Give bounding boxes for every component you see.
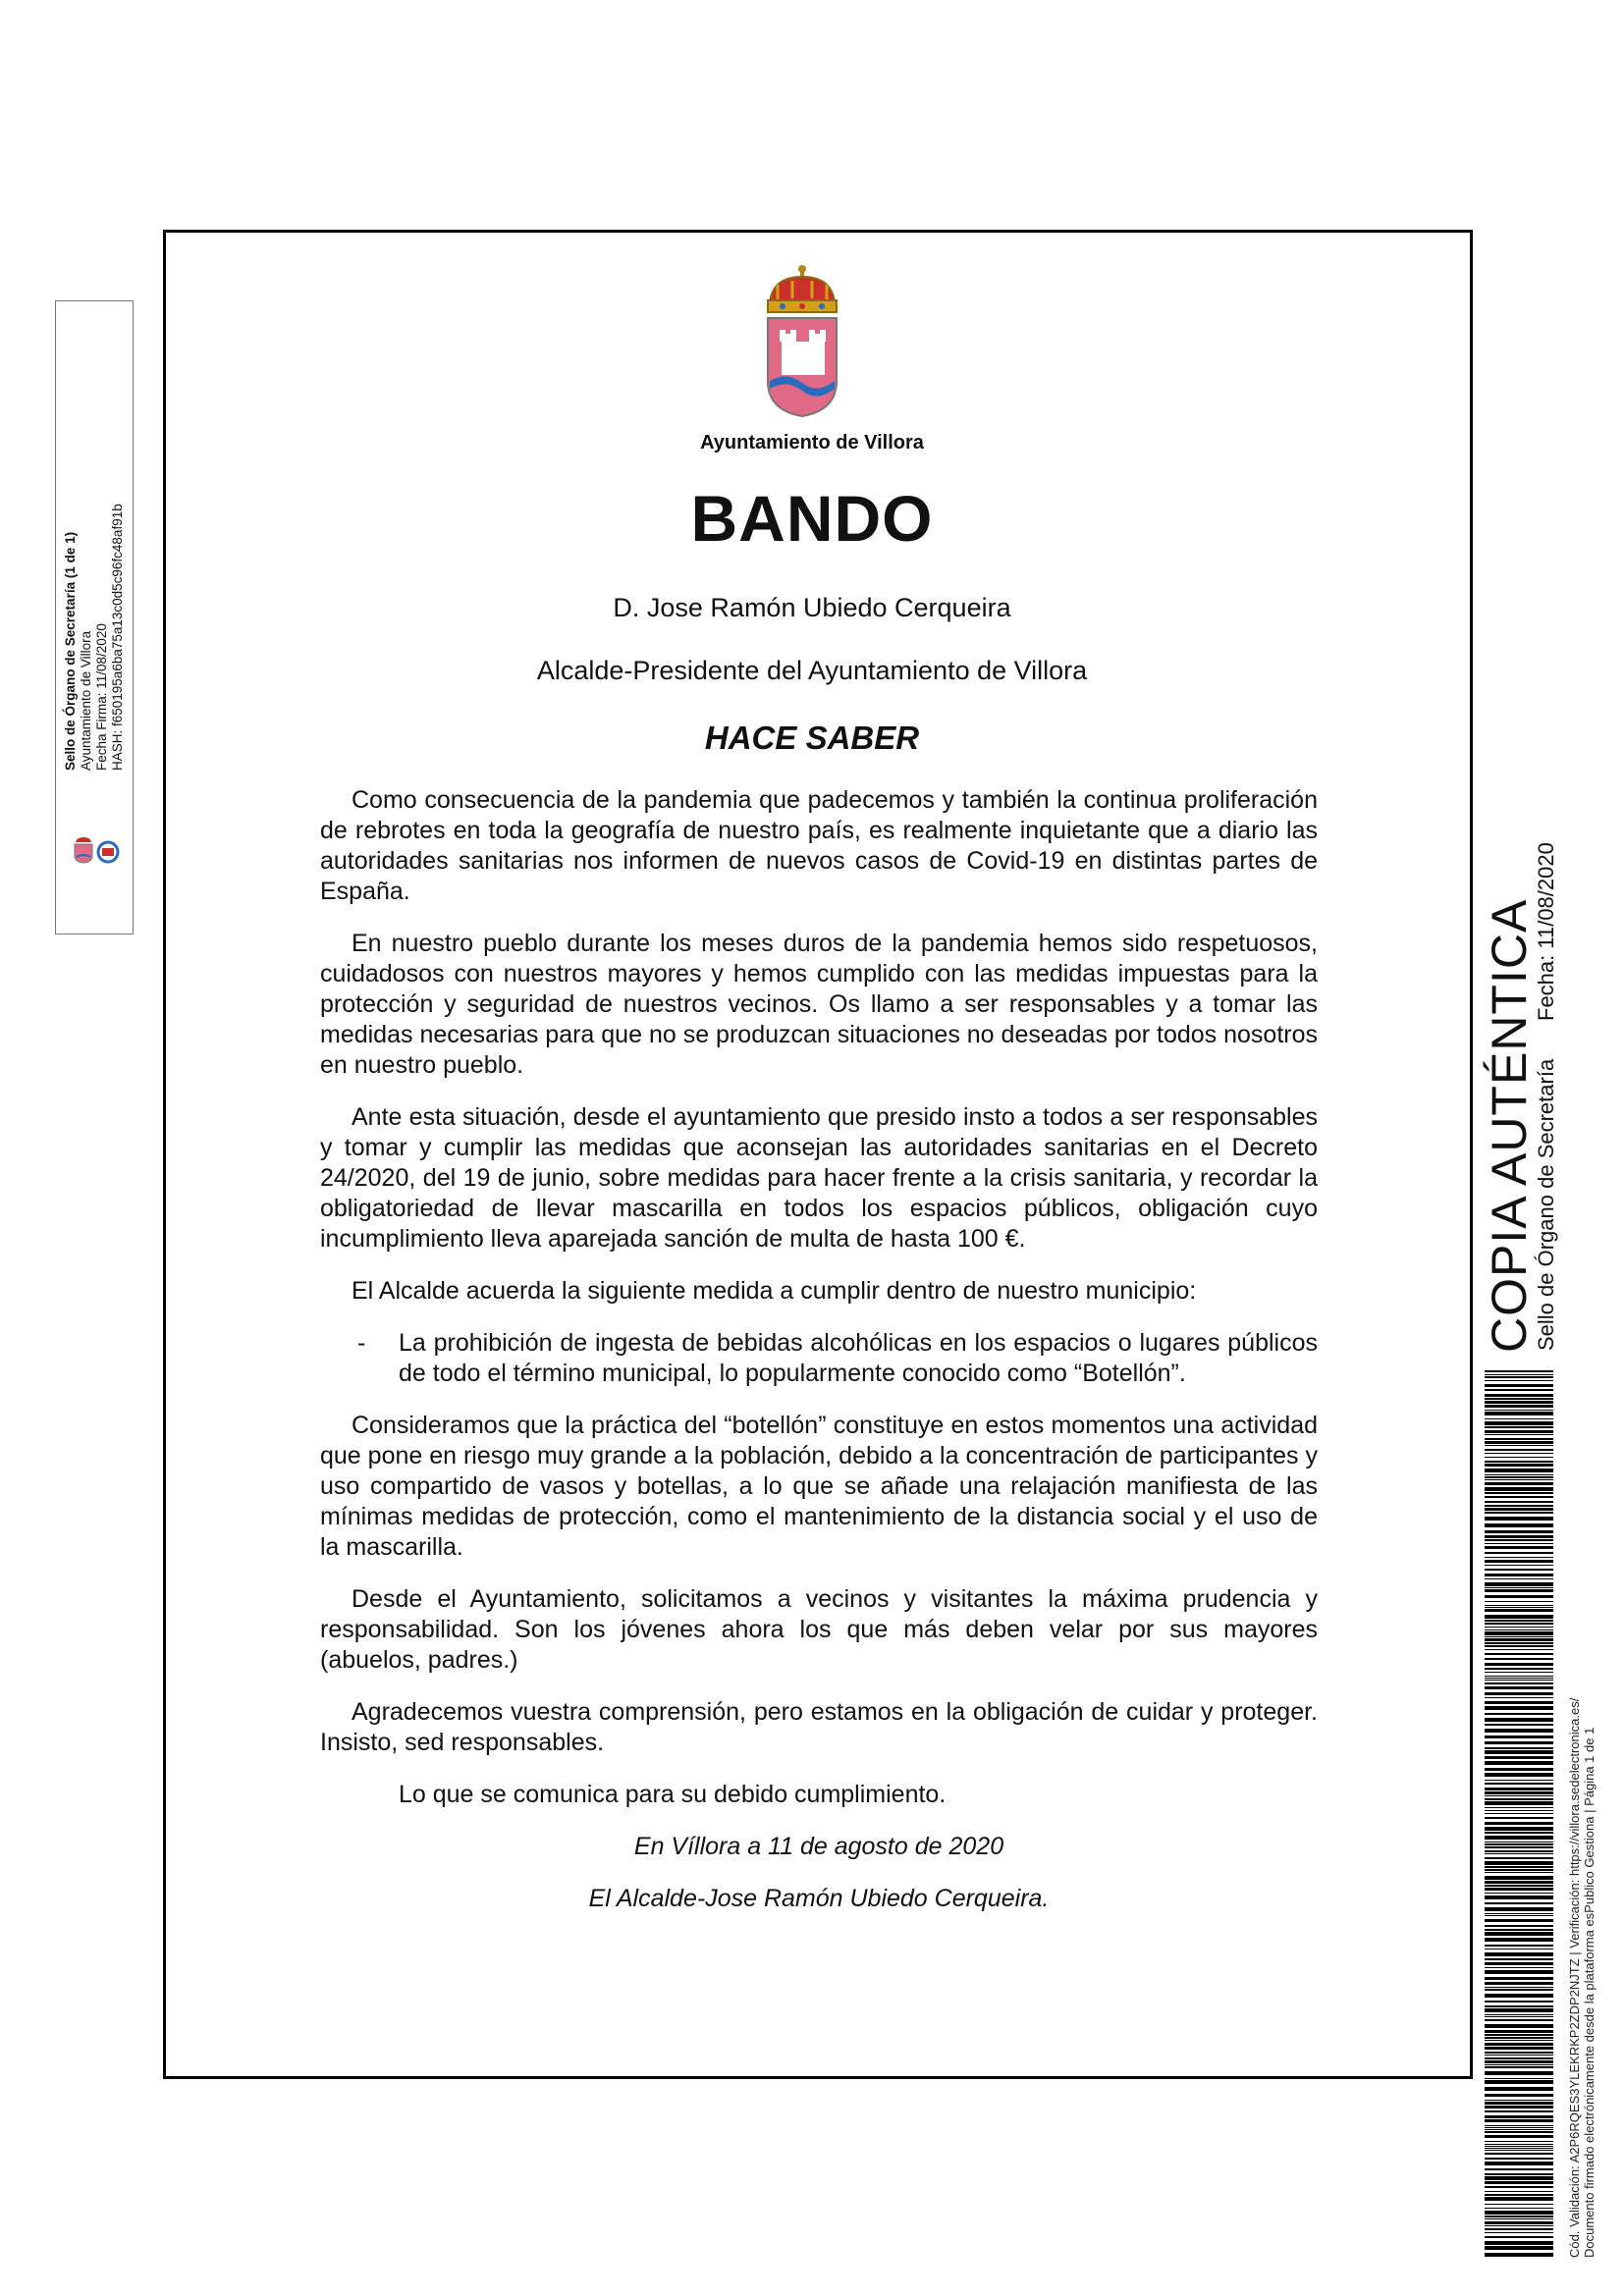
paragraph: Consideramos que la práctica del “botellón” constituye en estos momentos una actividad que pone en riesgo muy grande a la población, debido a la concentración de participantes y uso compartido de vasos y botellas, a lo que se añade una relajación manifiesta de las mínimas medidas de protección, como el mantenimiento de la distancia social y el uso de la mascarilla.: [320, 1412, 1318, 1561]
small-emblem-icon: [96, 840, 120, 864]
coat-of-arms-icon: [758, 263, 846, 420]
mayor-role: Alcalde-Presidente del Ayuntamiento de Villora: [536, 656, 1088, 685]
paragraph: En nuestro pueblo durante los meses duros de la pandemia hemos sido respetuosos, cuidadosos con nuestros mayores y hemos cumplido con las medidas impuestas para la protección y seguridad de nuestros vecinos. Os llamo a ser responsables y a tomar las medidas necesarias para que no se produzcan situaciones no deseadas por todos nosotros en nuestro pueblo.: [320, 930, 1318, 1079]
stamp-line: Sello de Órgano de Secretaría (1 de 1): [63, 531, 78, 771]
bullet-text: La prohibición de ingesta de bebidas alcohólicas en los espacios o lugares públicos de todo el término municipal, lo popularmente conocido como “Botellón”.: [399, 1329, 1318, 1387]
verification-line: Cód. Validación: A2P6RQES3YLEKRKP2ZDP2NJTZ | Verificación: https://villora.sedelectronica.es/: [1567, 1697, 1582, 2258]
authentic-copy-label: COPIA AUTÉNTICA: [1482, 898, 1537, 1353]
paragraph: Ante esta situación, desde el ayuntamiento que presido insto a todos a ser responsables y tomar y cumplir las medidas que aconsejan las autoridades sanitarias en el Decreto 24/2020, del 19 de junio, sobre medidas para hacer frente a la crisis sanitaria, y recordar la obligatoriedad de llevar mascarilla en todos los espacios públicos, obligación cuyo incumplimiento lleva aparejada sanción de multa de hasta 100 €.: [320, 1103, 1318, 1253]
bullet-dash: -: [357, 1329, 366, 1357]
announcement-heading: HACE SABER: [704, 720, 920, 756]
stamp-line: Fecha Firma: 11/08/2020: [94, 623, 109, 771]
bullet-item: [320, 1328, 1318, 1389]
seal-date: Fecha: 11/08/2020: [1534, 842, 1558, 1021]
left-stamp-text: [63, 437, 126, 771]
place-date: En Víllora a 11 de agosto de 2020: [633, 1833, 1004, 1860]
document-body: [320, 785, 1318, 1936]
organization-name: Ayuntamiento de Villora: [700, 432, 924, 454]
paragraph: Como consecuencia de la pandemia que padecemos y también la continua proliferación de rebrotes en toda la geografía de nuestro país, es realmente inquietante que a diario las autoridades sanitarias nos informen de nuevos casos de Covid-19 en distintas partes de España.: [320, 786, 1318, 905]
verification-text: [1567, 1698, 1597, 2258]
stamp-line: Ayuntamiento de Villora: [79, 630, 93, 771]
closing-line: Lo que se comunica para su debido cumplimiento.: [399, 1781, 947, 1808]
mayor-name: D. Jose Ramón Ubiedo Cerqueira: [613, 593, 1011, 622]
verification-line: Documento firmado electrónicamente desde la plataforma esPublico Gestiona | Página 1 de 1: [1582, 1727, 1597, 2258]
small-crest-icon: [73, 836, 94, 864]
paragraph: Agradecemos vuestra comprensión, pero estamos en la obligación de cuidar y proteger. Insisto, sed responsables.: [320, 1698, 1318, 1756]
document-title: BANDO: [690, 482, 934, 555]
signature: El Alcalde-Jose Ramón Ubiedo Cerqueira.: [588, 1885, 1050, 1912]
paragraph: El Alcalde acuerda la siguiente medida a cumplir dentro de nuestro municipio:: [352, 1277, 1197, 1305]
barcode: [1485, 1370, 1553, 2258]
paragraph: Desde el Ayuntamiento, solicitamos a vecinos y visitantes la máxima prudencia y responsabilidad. Son los jóvenes ahora los que más deben velar por sus mayores (abuelos, padres.): [320, 1585, 1318, 1674]
seal-label: Sello de Órgano de Secretaría: [1534, 1058, 1558, 1351]
stamp-line: HASH: f650195a6ba75a13c0d5c96fc48af91b: [110, 504, 125, 771]
